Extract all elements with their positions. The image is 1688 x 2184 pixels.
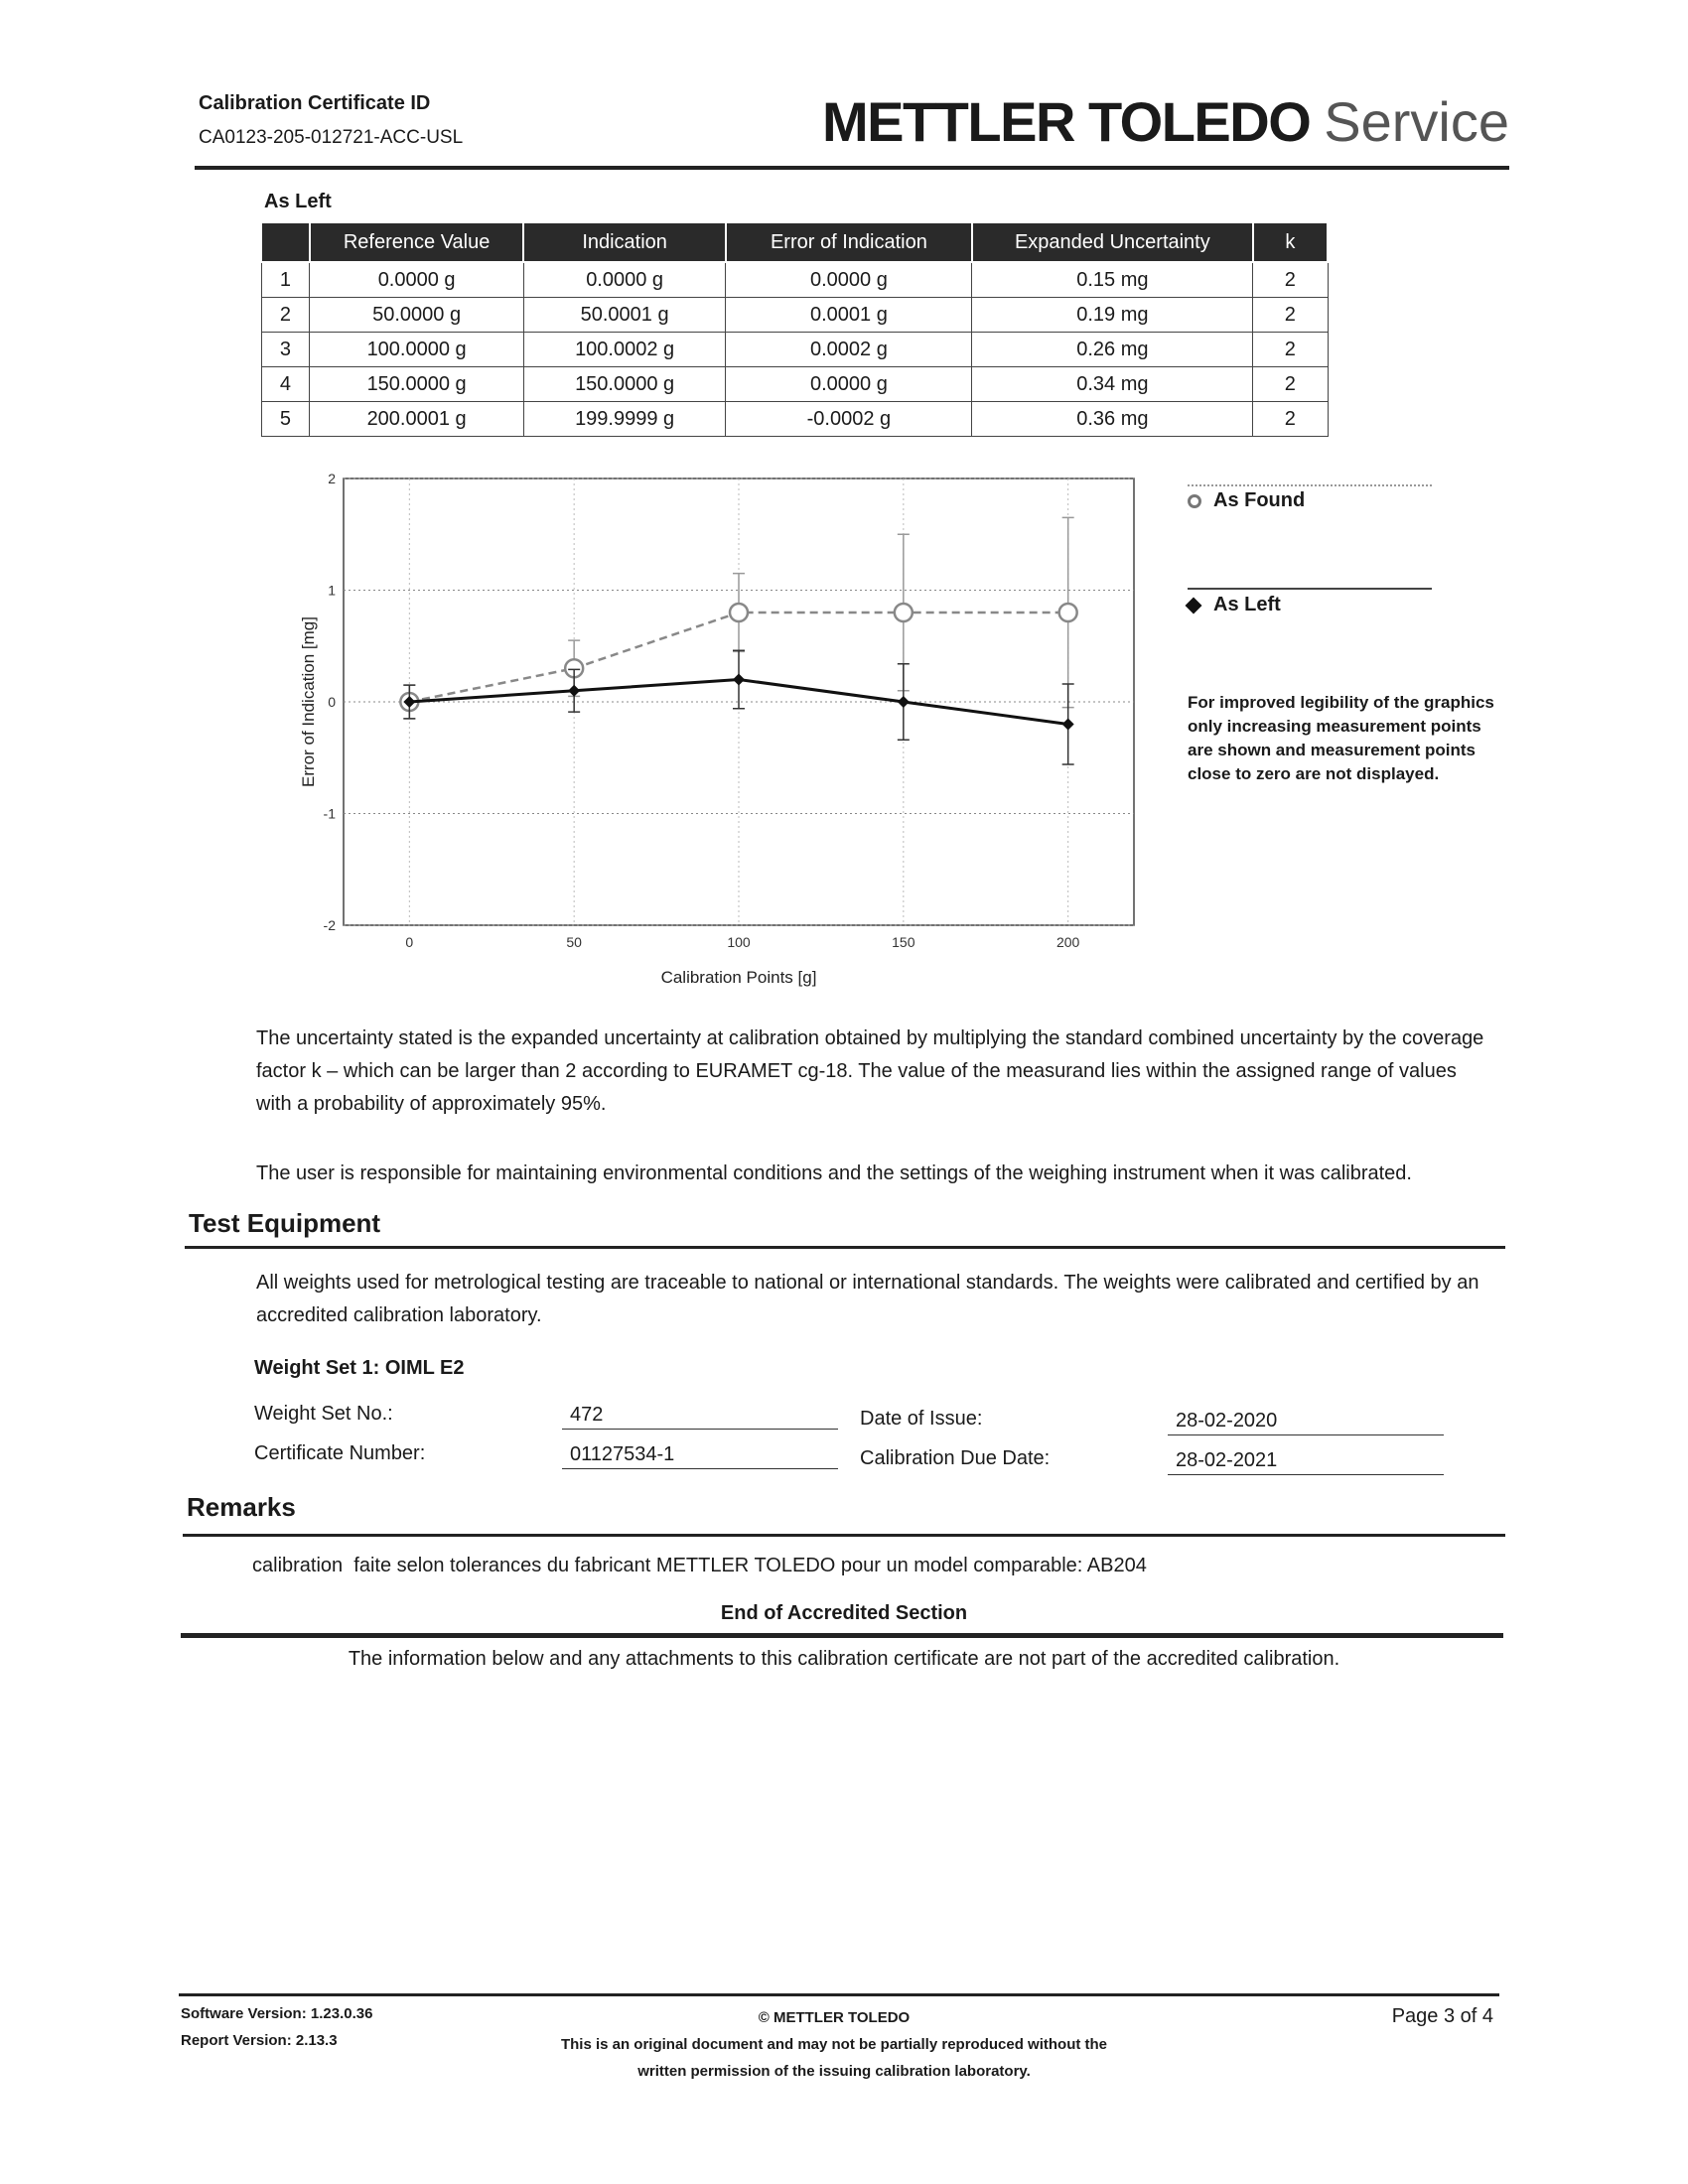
row-index: 5 xyxy=(261,402,310,437)
error-of-indication: 0.0000 g xyxy=(726,367,972,402)
y-tick-label: 0 xyxy=(328,694,336,710)
expanded-uncertainty: 0.19 mg xyxy=(972,298,1253,333)
x-tick-label: 150 xyxy=(892,934,915,950)
y-tick-label: 2 xyxy=(328,471,336,486)
x-axis-label: Calibration Points [g] xyxy=(660,968,817,987)
as-left-table xyxy=(260,223,1329,437)
indication: 100.0002 g xyxy=(523,333,725,367)
non-accredited-note: The information below and any attachments to this calibration certificate are not part of the accredited calibration. xyxy=(348,1648,1340,1670)
date-of-issue-value: 28-02-2020 xyxy=(1168,1410,1444,1435)
error-of-indication: -0.0002 g xyxy=(726,402,972,437)
error-of-indication: 0.0000 g xyxy=(726,262,972,298)
footer-disclaimer: written permission of the issuing calibration laboratory. xyxy=(637,2063,1031,2080)
row-index: 3 xyxy=(261,333,310,367)
legend-divider xyxy=(1188,588,1432,590)
weight-set-no-label: Weight Set No.: xyxy=(254,1403,393,1425)
remarks-text: calibration faite selon tolerances du fabricant METTLER TOLEDO pour un model comparable: AB204 xyxy=(252,1555,1147,1576)
uncertainty-paragraph: The uncertainty stated is the expanded uncertainty at calibration obtained by multiplying the standard combined uncertainty by the coverage factor k – which can be larger than 2 according to EURAMET cg-18. The value of the measurand lies within the assigned range of values with a probability of approximately 95%. xyxy=(256,1027,1484,1115)
data-point-as-found xyxy=(1059,604,1077,621)
section-rule xyxy=(183,1534,1505,1537)
legend-as-left xyxy=(1188,594,1281,616)
expanded-uncertainty: 0.36 mg xyxy=(972,402,1253,437)
row-index: 4 xyxy=(261,367,310,402)
test-equipment-heading: Test Equipment xyxy=(189,1208,381,1238)
expanded-uncertainty: 0.34 mg xyxy=(972,367,1253,402)
expanded-uncertainty: 0.15 mg xyxy=(972,262,1253,298)
diamond-icon xyxy=(1186,597,1202,614)
certificate-id: CA0123-205-012721-ACC-USL xyxy=(199,127,464,148)
reference-value: 0.0000 g xyxy=(310,262,524,298)
reference-value: 50.0000 g xyxy=(310,298,524,333)
legend-as-left-label: As Left xyxy=(1213,594,1281,615)
legend-as-found-label: As Found xyxy=(1213,489,1306,511)
column-header-index xyxy=(261,223,310,262)
page-number: Page 3 of 4 xyxy=(1391,2005,1493,2027)
certificate-number-label: Certificate Number: xyxy=(254,1442,426,1464)
table-row xyxy=(261,402,1328,437)
column-header-error: Error of Indication xyxy=(726,223,972,262)
indication: 50.0001 g xyxy=(523,298,725,333)
table-header-row xyxy=(261,223,1328,262)
data-point-as-left xyxy=(568,685,580,697)
legend-note: For improved legibility of the graphics only increasing measurement points are shown and measurement points close to zero are not displayed. xyxy=(1188,693,1494,783)
data-point-as-left xyxy=(898,696,910,708)
column-header-k: k xyxy=(1253,223,1328,262)
reference-value: 100.0000 g xyxy=(310,333,524,367)
certificate-number-value: 01127534-1 xyxy=(562,1443,838,1469)
section-rule xyxy=(181,1633,1503,1638)
logo-brand: METTLER TOLEDO xyxy=(821,90,1311,153)
y-tick-label: 1 xyxy=(328,582,336,599)
user-responsibility-paragraph: The user is responsible for maintaining environmental conditions and the settings of the weighing instrument when it was calibrated. xyxy=(256,1162,1412,1184)
footer-rule xyxy=(179,1993,1499,1996)
legend-divider xyxy=(1188,484,1432,486)
column-header-indication: Indication xyxy=(523,223,725,262)
report-version: Report Version: 2.13.3 xyxy=(181,2032,338,2049)
software-version: Software Version: 1.23.0.36 xyxy=(181,2005,373,2022)
indication: 150.0000 g xyxy=(523,367,725,402)
weight-set-title: Weight Set 1: OIML E2 xyxy=(254,1357,465,1379)
indication: 199.9999 g xyxy=(523,402,725,437)
y-axis-label: Error of Indication [mg] xyxy=(299,616,318,787)
certificate-id-label: Calibration Certificate ID xyxy=(199,92,431,114)
reference-value: 150.0000 g xyxy=(310,367,524,402)
data-point-as-found xyxy=(730,604,748,621)
table-row xyxy=(261,262,1328,298)
weight-set-no-value: 472 xyxy=(562,1404,838,1430)
section-rule xyxy=(185,1246,1505,1249)
x-tick-label: 0 xyxy=(405,934,414,950)
coverage-factor: 2 xyxy=(1253,333,1328,367)
remarks-heading: Remarks xyxy=(187,1492,296,1522)
column-header-reference: Reference Value xyxy=(310,223,524,262)
calibration-due-label: Calibration Due Date: xyxy=(860,1447,1051,1469)
circle-icon xyxy=(1188,494,1201,508)
as-left-label: As Left xyxy=(264,191,332,212)
x-tick-label: 200 xyxy=(1055,934,1080,950)
error-of-indication: 0.0001 g xyxy=(726,298,972,333)
expanded-uncertainty: 0.26 mg xyxy=(972,333,1253,367)
calibration-due-value: 28-02-2021 xyxy=(1168,1449,1444,1475)
data-point-as-left xyxy=(1062,719,1074,731)
x-tick-label: 50 xyxy=(566,934,582,950)
test-equipment-intro: All weights used for metrological testing are traceable to national or international standards. The weights were calibrated and certified by an accredited calibration laboratory. xyxy=(256,1272,1479,1326)
error-of-indication: 0.0002 g xyxy=(726,333,972,367)
data-point-as-found xyxy=(895,604,913,621)
legend-as-found xyxy=(1188,489,1305,512)
row-index: 1 xyxy=(261,262,310,298)
data-point-as-left xyxy=(733,674,745,686)
error-of-indication-chart xyxy=(288,467,1162,1003)
y-tick-label: -2 xyxy=(323,917,336,933)
column-header-uncertainty: Expanded Uncertainty xyxy=(972,223,1253,262)
row-index: 2 xyxy=(261,298,310,333)
coverage-factor: 2 xyxy=(1253,402,1328,437)
footer-disclaimer: This is an original document and may not be partially reproduced without the xyxy=(560,2036,1108,2053)
mettler-toledo-logo xyxy=(821,90,1509,153)
coverage-factor: 2 xyxy=(1253,262,1328,298)
footer-copyright: © METTLER TOLEDO xyxy=(758,2009,911,2026)
header-rule xyxy=(195,166,1509,170)
table-row xyxy=(261,333,1328,367)
date-of-issue-label: Date of Issue: xyxy=(860,1408,983,1430)
y-tick-label: -1 xyxy=(323,805,336,822)
indication: 0.0000 g xyxy=(523,262,725,298)
x-tick-label: 100 xyxy=(727,934,751,950)
reference-value: 200.0001 g xyxy=(310,402,524,437)
logo-service: Service xyxy=(1324,90,1509,153)
end-of-accredited-section: End of Accredited Section xyxy=(720,1602,968,1624)
coverage-factor: 2 xyxy=(1253,298,1328,333)
table-row xyxy=(261,367,1328,402)
table-row xyxy=(261,298,1328,333)
coverage-factor: 2 xyxy=(1253,367,1328,402)
